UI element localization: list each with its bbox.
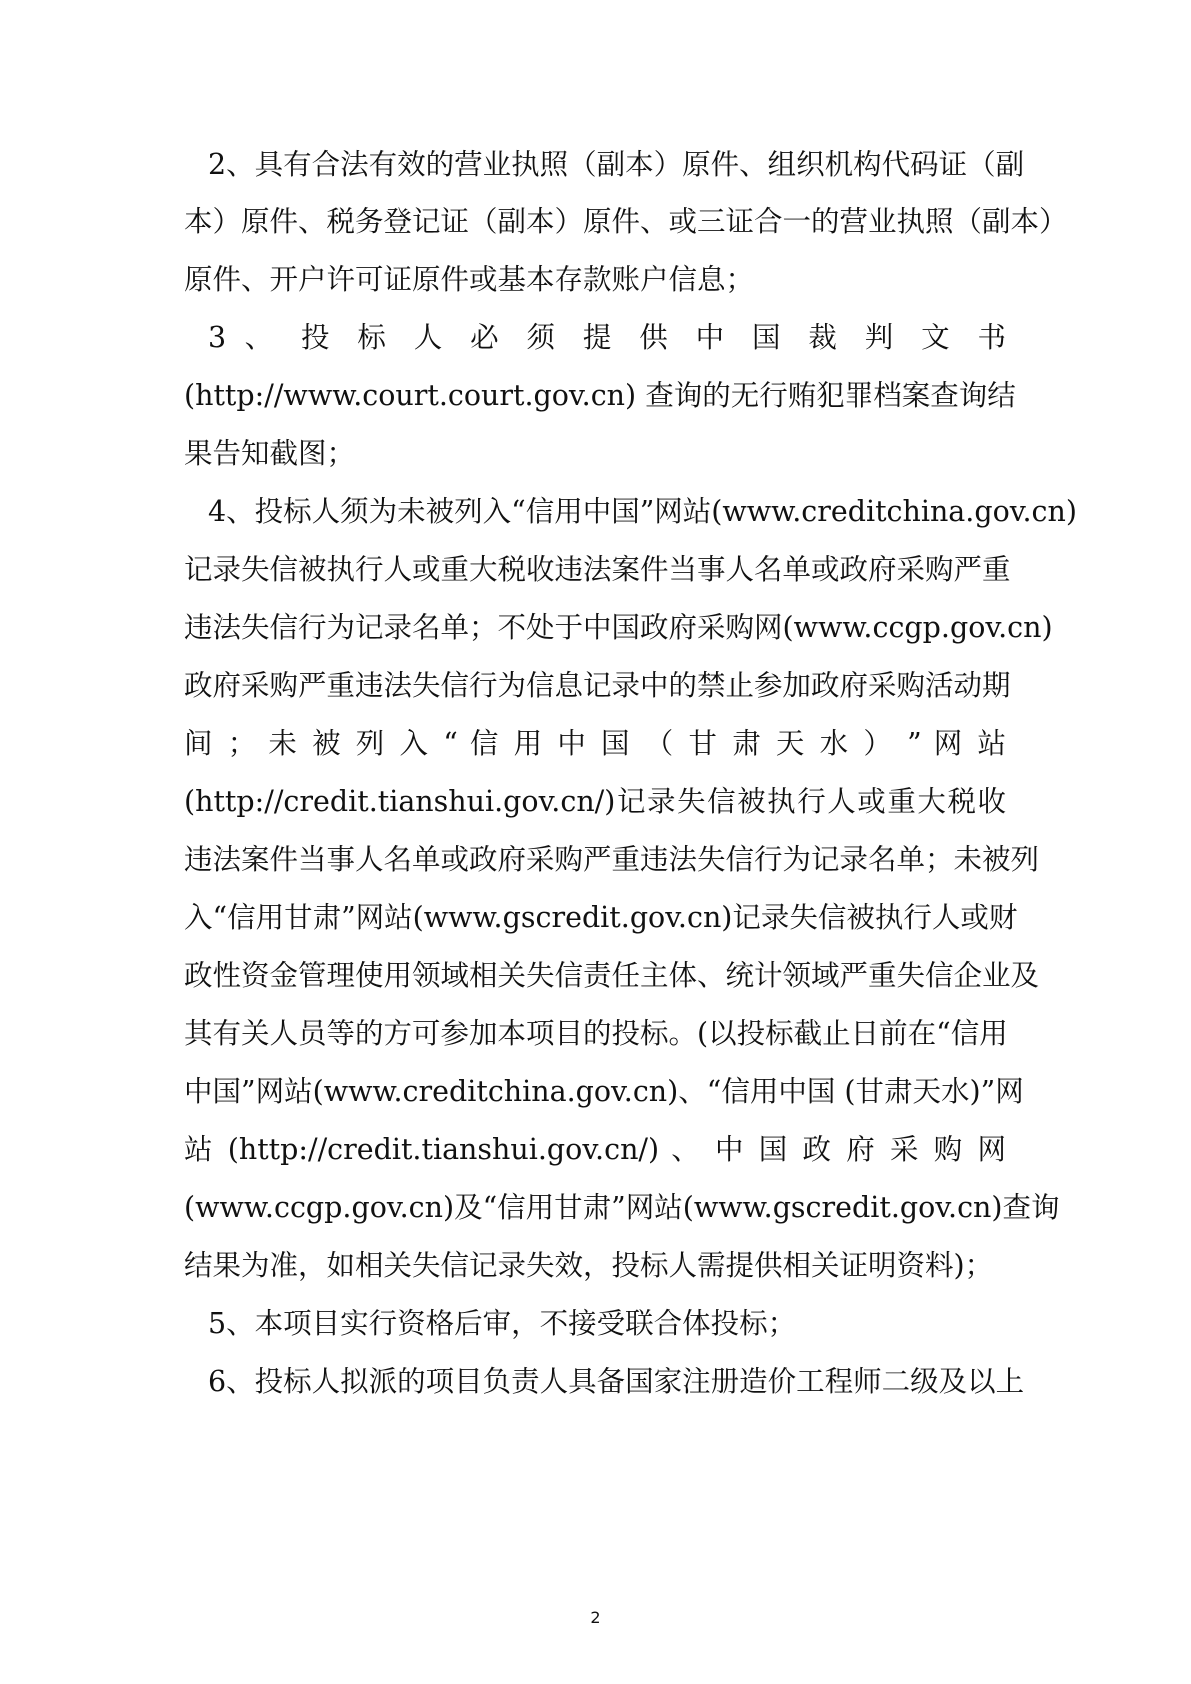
paragraph-4-line-9: 政性资金管理使用领域相关失信责任主体、统计领域严重失信企业及 [184,959,1040,992]
paragraph-4-line-13: (www.ccgp.gov.cn)及“信用甘肃”网站(www.gscredit.gov.cn)查询 [184,1191,1060,1224]
paragraph-2-line-2: 本）原件、税务登记证（副本）原件、或三证合一的营业执照（副本） [184,205,1068,238]
paragraph-4-line-4: 政府采购严重违法失信行为信息记录中的禁止参加政府采购活动期 [184,669,1011,702]
paragraph-4-line-12: 站 (http://credit.tianshui.gov.cn/) 、 中 国 政 府 采 购 网 [184,1133,1006,1166]
paragraph-5-line-1: 5、本项目实行资格后审，不接受联合体投标； [208,1307,797,1340]
paragraph-3-line-3: 果告知截图； [184,437,356,470]
paragraph-4-line-5: 间 ； 未 被 列 入 “ 信 用 中 国 （ 甘 肃 天 水 ） ” 网 站 [184,727,1006,760]
paragraph-4-line-7: 违法案件当事人名单或政府采购严重违法失信行为记录名单；未被列 [184,843,1040,876]
paragraph-4-line-2: 记录失信被执行人或重大税收违法案件当事人名单或政府采购严重 [184,553,1011,586]
paragraph-3-line-1: 3 、 投 标 人 必 须 提 供 中 国 裁 判 文 书 [208,321,1006,354]
paragraph-6-line-1: 6、投标人拟派的项目负责人具备国家注册造价工程师二级及以上 [208,1365,1025,1398]
paragraph-2-line-1: 2、具有合法有效的营业执照（副本）原件、组织机构代码证（副 [208,148,1025,181]
paragraph-3-line-2: (http://www.court.court.gov.cn) 查询的无行贿犯罪档案查询结 [184,379,1016,412]
paragraph-2-line-3: 原件、开户许可证原件或基本存款账户信息； [184,263,755,296]
paragraph-4-line-3: 违法失信行为记录名单；不处于中国政府采购网(www.ccgp.gov.cn) [184,611,1053,644]
page-number: 2 [590,1608,601,1627]
paragraph-4-line-14: 结果为准，如相关失信记录失效，投标人需提供相关证明资料)； [184,1249,994,1282]
paragraph-4-line-6: (http://credit.tianshui.gov.cn/)记录失信被执行人或重大税收 [184,785,1006,818]
paragraph-4-line-10: 其有关人员等的方可参加本项目的投标。(以投标截止日前在“信用 [184,1017,1008,1050]
paragraph-4-line-11: 中国”网站(www.creditchina.gov.cn)、“信用中国 (甘肃天水)”网 [184,1075,1024,1108]
paragraph-4-line-8: 入“信用甘肃”网站(www.gscredit.gov.cn)记录失信被执行人或财 [184,901,1018,934]
paragraph-4-line-1: 4、投标人须为未被列入“信用中国”网站(www.creditchina.gov.cn) [208,495,1077,528]
